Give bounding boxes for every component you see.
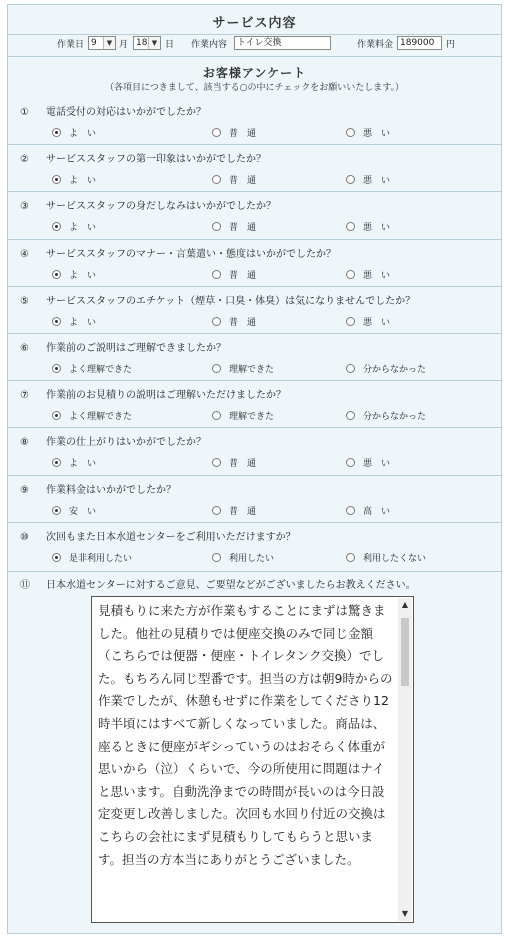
radio-option[interactable] <box>346 409 426 422</box>
textarea-scrollbar[interactable] <box>398 598 412 921</box>
question-number: ① <box>20 107 29 118</box>
question-number: ⑪ <box>20 580 30 591</box>
question-text: 作業前のご説明はご理解できましたか？ <box>46 343 226 354</box>
survey-title: お客様アンケート <box>202 66 307 80</box>
radio-unchecked-icon[interactable] <box>212 270 221 279</box>
radio-label: 普 通 <box>229 176 257 186</box>
radio-unchecked-icon[interactable] <box>346 506 355 515</box>
radio-unchecked-icon[interactable] <box>212 506 221 515</box>
question-text: 次回もまた日本水道センターをご利用いただけますか？ <box>46 532 296 543</box>
radio-option[interactable] <box>212 362 274 375</box>
question-4 <box>20 245 336 260</box>
radio-checked-icon[interactable] <box>52 506 61 515</box>
divider <box>8 286 501 287</box>
radio-unchecked-icon[interactable] <box>346 317 355 326</box>
question-7 <box>20 386 286 401</box>
chevron-down-icon[interactable]: ▼ <box>401 909 409 918</box>
fee-unit: 円 <box>446 40 456 50</box>
radio-option[interactable] <box>346 268 390 281</box>
radio-unchecked-icon[interactable] <box>346 222 355 231</box>
service-content-title: サービス内容 <box>212 16 297 31</box>
question-text: 作業料金はいかがでしたか？ <box>46 485 176 496</box>
month-select[interactable]: 9 ▼ <box>88 36 116 50</box>
divider <box>8 56 501 57</box>
radio-option[interactable] <box>346 504 390 517</box>
question-2 <box>20 150 266 165</box>
radio-label: 悪 い <box>363 129 391 139</box>
day-select[interactable]: 18 ▼ <box>133 36 161 50</box>
radio-option[interactable] <box>212 409 274 422</box>
divider <box>8 380 501 381</box>
radio-label: 普 通 <box>229 129 257 139</box>
radio-option[interactable] <box>346 315 390 328</box>
radio-option[interactable] <box>346 126 390 139</box>
question-text: 日本水道センターに対するご意見、ご要望などがございましたらお教えください。 <box>46 580 416 591</box>
radio-unchecked-icon[interactable] <box>212 364 221 373</box>
radio-option[interactable] <box>212 504 256 517</box>
question-text: サービススタッフのマナー・言葉遣い・態度はいかがでしたか？ <box>46 249 336 260</box>
radio-unchecked-icon[interactable] <box>212 553 221 562</box>
chevron-down-icon: ▼ <box>103 37 115 49</box>
radio-unchecked-icon[interactable] <box>212 458 221 467</box>
radio-checked-icon[interactable] <box>52 553 61 562</box>
radio-option[interactable] <box>346 456 390 469</box>
radio-label: 悪 い <box>363 223 391 233</box>
question-text: 電話受付の対応はいかがでしたか？ <box>46 107 206 118</box>
question-number: ④ <box>20 249 29 260</box>
comment-question <box>20 576 416 591</box>
radio-label: 利用したくない <box>363 554 427 564</box>
divider <box>8 475 501 476</box>
radio-option[interactable] <box>52 551 132 564</box>
radio-option[interactable] <box>212 456 256 469</box>
divider <box>8 144 501 145</box>
question-number: ⑦ <box>20 390 29 401</box>
radio-option[interactable] <box>212 551 274 564</box>
radio-option[interactable] <box>52 504 96 517</box>
question-6 <box>20 339 226 354</box>
work-content-input[interactable]: トイレ交換 <box>234 36 331 50</box>
radio-label: よ い <box>69 223 97 233</box>
question-1 <box>20 103 206 118</box>
question-text: サービススタッフのエチケット（煙草・口臭・体臭）は気になりませんでしたか？ <box>46 296 416 307</box>
question-10 <box>20 528 296 543</box>
question-5 <box>20 292 415 307</box>
radio-checked-icon[interactable] <box>52 458 61 467</box>
radio-label: 分からなかった <box>363 412 427 422</box>
radio-label: 利用したい <box>229 554 275 564</box>
radio-label: 理解できた <box>229 365 275 375</box>
radio-label: 高 い <box>363 507 391 517</box>
radio-unchecked-icon[interactable] <box>346 411 355 420</box>
day-unit: 日 <box>165 40 175 50</box>
radio-option[interactable] <box>212 220 256 233</box>
comment-textarea[interactable] <box>91 596 414 923</box>
radio-option[interactable] <box>212 126 256 139</box>
question-number: ⑨ <box>20 485 29 496</box>
radio-label: よ い <box>69 129 97 139</box>
work-content-label: 作業内容 <box>191 40 228 50</box>
radio-label: よく理解できた <box>69 365 133 375</box>
radio-unchecked-icon[interactable] <box>346 553 355 562</box>
radio-checked-icon[interactable] <box>52 317 61 326</box>
question-number: ⑩ <box>20 532 29 543</box>
radio-label: 悪 い <box>363 318 391 328</box>
radio-option[interactable] <box>52 268 96 281</box>
radio-option[interactable] <box>346 362 426 375</box>
radio-checked-icon[interactable] <box>52 411 61 420</box>
work-date-label: 作業日 <box>57 40 85 50</box>
radio-option[interactable] <box>52 126 96 139</box>
radio-checked-icon[interactable] <box>52 222 61 231</box>
work-fee-label: 作業料金 <box>357 40 394 50</box>
radio-option[interactable] <box>212 173 256 186</box>
radio-label: 理解できた <box>229 412 275 422</box>
radio-unchecked-icon[interactable] <box>346 175 355 184</box>
radio-label: よ い <box>69 318 97 328</box>
scrollbar-thumb[interactable] <box>401 618 409 686</box>
radio-unchecked-icon[interactable] <box>212 317 221 326</box>
radio-option[interactable] <box>52 315 96 328</box>
radio-unchecked-icon[interactable] <box>212 222 221 231</box>
radio-option[interactable] <box>52 362 132 375</box>
radio-option[interactable] <box>346 551 426 564</box>
radio-unchecked-icon[interactable] <box>346 270 355 279</box>
question-8 <box>20 433 206 448</box>
question-number: ⑤ <box>20 296 29 307</box>
month-unit: 月 <box>119 40 129 50</box>
question-number: ⑥ <box>20 343 29 354</box>
question-text: 作業前のお見積りの説明はご理解いただけましたか？ <box>46 390 286 401</box>
chevron-up-icon[interactable]: ▲ <box>401 600 409 609</box>
radio-checked-icon[interactable] <box>52 128 61 137</box>
radio-option[interactable] <box>52 409 132 422</box>
radio-option[interactable] <box>212 315 256 328</box>
radio-label: 分からなかった <box>363 365 427 375</box>
question-text: サービススタッフの第一印象はいかがでしたか？ <box>46 154 266 165</box>
radio-label: 悪 い <box>363 271 391 281</box>
radio-option[interactable] <box>52 173 96 186</box>
divider <box>8 239 501 240</box>
radio-unchecked-icon[interactable] <box>346 128 355 137</box>
radio-checked-icon[interactable] <box>52 364 61 373</box>
survey-note: （各項目につきまして、該当する○の中にチェックをお願いいたします。） <box>104 83 404 93</box>
radio-option[interactable] <box>52 456 96 469</box>
radio-checked-icon[interactable] <box>52 270 61 279</box>
radio-label: 悪 い <box>363 459 391 469</box>
question-text: 作業の仕上がりはいかがでしたか？ <box>46 437 206 448</box>
question-number: ② <box>20 154 29 165</box>
comment-text: 見積もりに来た方が作業もすることにまずは驚きました。他社の見積りでは便座交換のみで同じ金額（こちらでは便器・便座・トイレタンク交換）でした。もちろん同じ型番です。担当の方は朝9時からの作業でしたが、休憩もせずに作業をしてくださり12時半頃にはすべて新しくなっていました。商品は、座るときに便座がギシっていうのはおそらく体重が思いから（泣）くらいで、今の所使用に問題はナイと思います。自動洗浄までの時間が長いのは今日設定変更し改善しました。次回も水回り付近の交換はこちらの会社にまず見積もりしてもらうと思います。担当の方本当にありがとうございました。 <box>98 603 393 867</box>
radio-label: 普 通 <box>229 459 257 469</box>
radio-option[interactable] <box>346 173 390 186</box>
radio-label: 普 通 <box>229 318 257 328</box>
radio-label: 普 通 <box>229 507 257 517</box>
divider <box>8 571 501 572</box>
radio-option[interactable] <box>212 268 256 281</box>
radio-unchecked-icon[interactable] <box>212 411 221 420</box>
radio-unchecked-icon[interactable] <box>346 364 355 373</box>
radio-option[interactable] <box>52 220 96 233</box>
radio-label: よく理解できた <box>69 412 133 422</box>
question-9 <box>20 481 176 496</box>
radio-label: 悪 い <box>363 176 391 186</box>
question-text: サービススタッフの身だしなみはいかがでしたか？ <box>46 201 276 212</box>
radio-label: よ い <box>69 271 97 281</box>
radio-unchecked-icon[interactable] <box>212 175 221 184</box>
radio-label: 普 通 <box>229 271 257 281</box>
radio-option[interactable] <box>346 220 390 233</box>
radio-checked-icon[interactable] <box>52 175 61 184</box>
radio-label: 安 い <box>69 507 97 517</box>
divider <box>8 333 501 334</box>
radio-unchecked-icon[interactable] <box>346 458 355 467</box>
radio-label: よ い <box>69 176 97 186</box>
divider <box>8 191 501 192</box>
radio-label: 普 通 <box>229 223 257 233</box>
radio-label: よ い <box>69 459 97 469</box>
divider <box>8 522 501 523</box>
question-number: ⑧ <box>20 437 29 448</box>
divider <box>8 34 501 35</box>
question-3 <box>20 197 276 212</box>
radio-unchecked-icon[interactable] <box>212 128 221 137</box>
radio-label: 是非利用したい <box>69 554 133 564</box>
divider <box>8 427 501 428</box>
work-fee-input[interactable]: 189000 <box>397 36 442 50</box>
chevron-down-icon: ▼ <box>148 37 160 49</box>
question-number: ③ <box>20 201 29 212</box>
